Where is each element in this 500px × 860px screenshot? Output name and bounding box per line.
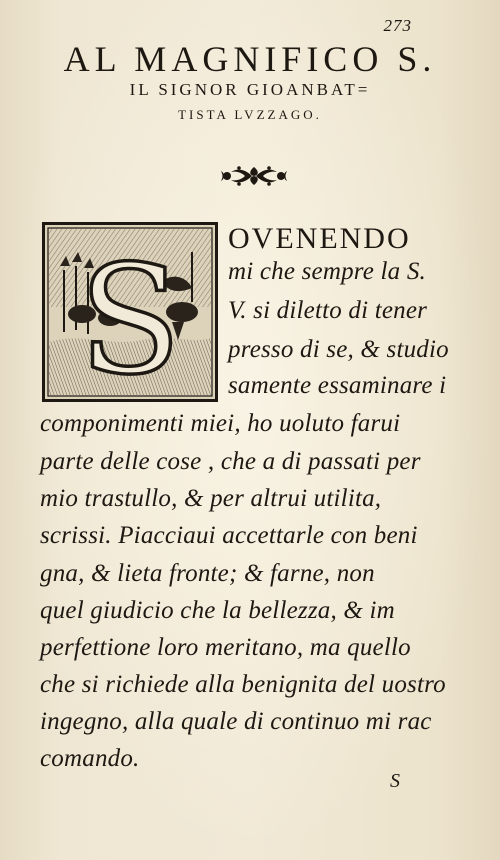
dedication-subtitle: IL SIGNOR GIOANBAT=	[129, 80, 371, 99]
text-line-10: quel giudicio che la bellezza, & im	[40, 597, 395, 624]
text-line-5: componimenti miei, ho uoluto farui	[40, 410, 401, 437]
fleuron-ornament-icon	[219, 163, 289, 189]
lead-word: OVENENDO	[228, 222, 411, 255]
text-line-8: scrissi. Piacciaui accettarle con beni	[40, 522, 418, 549]
text-line-3: presso di se, & studio	[228, 336, 449, 363]
catchword: S	[390, 770, 400, 792]
text-line-4: samente essaminare i	[228, 372, 447, 399]
text-line-11: perfettione loro meritano, ma quello	[40, 634, 411, 661]
text-line-2: V. si diletto di tener	[228, 297, 428, 324]
text-line-13: ingegno, alla quale di continuo mi rac	[40, 708, 432, 735]
page-number: 273	[383, 16, 412, 35]
text-line-9: gna, & lieta fronte; & farne, non	[40, 560, 375, 587]
text-line-12: che si richiede alla benignita del uostro	[40, 671, 446, 698]
drop-cap-woodcut	[42, 222, 218, 402]
dedication-subtitle-continued: TISTA LVZZAGO.	[178, 107, 322, 122]
text-line-7: mio trastullo, & per altrui utilita,	[40, 485, 382, 512]
dedication-title: AL MAGNIFICO S.	[63, 39, 437, 79]
text-line-6: parte delle cose , che a di passati per	[40, 448, 421, 475]
drop-cap-letter: S	[78, 234, 182, 402]
text-line-14: comando.	[40, 745, 140, 772]
text-line-1: mi che sempre la S.	[228, 258, 426, 285]
